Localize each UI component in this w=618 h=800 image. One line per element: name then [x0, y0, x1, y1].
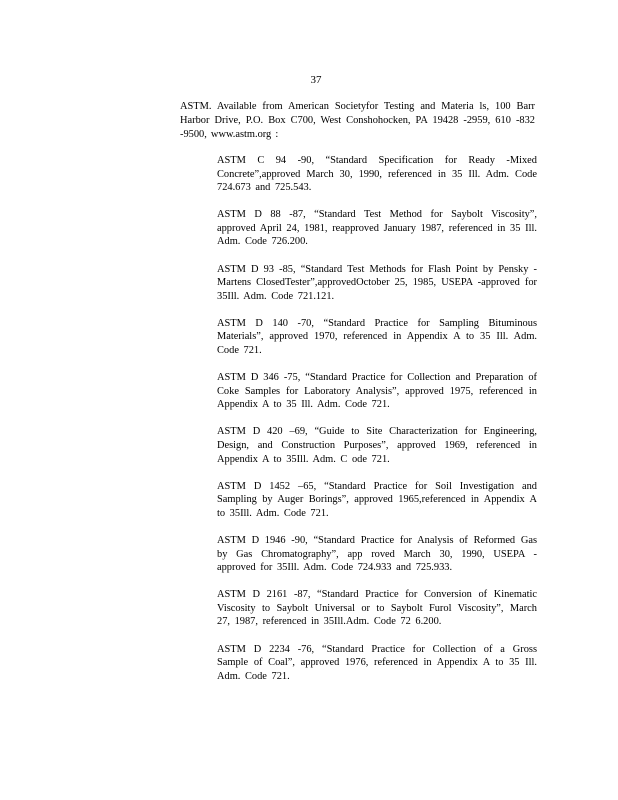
- reference-item: ASTM D 346 -75, “Standard Practice for Collection and Preparation of Coke Samples for Laboratory Analysis”, approved 1975, referenced in Appendix A to 35 Ill. Adm. Code 721.: [217, 372, 537, 411]
- reference-item: ASTM D 93 -85, “Standard Test Methods for Flash Point by Pensky -Martens ClosedTester”,approvedOctober 25, 1985, USEPA -approved for 35Ill. Adm. Code 721.121.: [217, 263, 537, 302]
- reference-item: ASTM D 420 –69, “Guide to Site Characterization for Engineering, Design, and Construction Purposes”, approved 1969, referenced in Appendix A to 35Ill. Adm. C ode 721.: [217, 426, 537, 465]
- reference-item: ASTM D 1452 –65, “Standard Practice for Soil Investigation and Sampling by Auger Borings”, approved 1965,referenced in Appendix A to 35Ill. Adm. Code 721.: [217, 480, 537, 519]
- intro-paragraph: ASTM. Available from American Societyfor Testing and Materia ls, 100 Barr Harbor Drive, P.O. Box C700, West Conshohocken, PA 19428 -2959, 610 -832 -9500, www.astm.org :: [180, 101, 535, 141]
- reference-item: ASTM D 88 -87, “Standard Test Method for Saybolt Viscosity”, approved April 24, 1981, reapproved January 1987, referenced in 35 Ill. Adm. Code 726.200.: [217, 209, 537, 248]
- reference-item: ASTM D 2161 -87, “Standard Practice for Conversion of Kinematic Viscosity to Saybolt Universal or to Saybolt Furol Viscosity”, March 27, 1987, referenced in 35Ill.Adm. Code 72 6.200.: [217, 589, 537, 628]
- page-number: 37: [310, 74, 322, 86]
- reference-item: ASTM C 94 -90, “Standard Specification for Ready -Mixed Concrete”,approved March 30, 1990, referenced in 35 Ill. Adm. Code 724.673 and 725.543.: [217, 155, 537, 194]
- reference-item: ASTM D 1946 -90, “Standard Practice for Analysis of Reformed Gas by Gas Chromatography”, app roved March 30, 1990, USEPA -approved for 35Ill. Adm. Code 724.933 and 725.933.: [217, 534, 537, 574]
- reference-list: [217, 154, 537, 697]
- reference-item: ASTM D 140 -70, “Standard Practice for Sampling Bituminous Materials”, approved 1970, referenced in Appendix A to 35 Ill. Adm. Code 721.: [217, 317, 537, 357]
- reference-item: ASTM D 2234 -76, “Standard Practice for Collection of a Gross Sample of Coal”, approved 1976, referenced in Appendix A to 35 Ill. Adm. Code 721.: [217, 643, 537, 682]
